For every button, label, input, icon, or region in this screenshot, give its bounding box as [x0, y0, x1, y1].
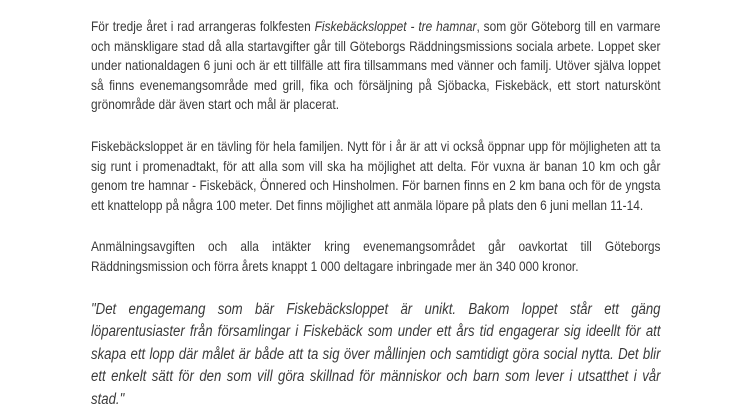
paragraph-intro: [91, 17, 661, 115]
text-run: Fiskebäcksloppet är en tävling för hela familjen. Nytt för i år är att vi också öppnar upp för möjligheten att ta sig runt i promenadtakt, för att alla som vill ska ha möjlighet att delta. För vuxna är banan 10 km och går genom tre hamnar - Fiskebäck, Önnered och Hinsholmen. För barnen finns en 2 km bana och för de yngsta ett knattelopp på några 100 meter. Det finns möjlighet att anmäla löpare på plats den 6 juni mellan 11-14.: [91, 137, 661, 213]
paragraph-race-details: [91, 137, 661, 215]
text-run: , som gör Göteborg till en varmare och mänskligare stad då alla startavgifter går till Göteborgs Räddningsmissions sociala arbete. Loppet sker under nationaldagen 6 juni och är ett tillfälle att fira tillsammans med vänner och familj. Utöver själva loppet så finns evenemangsområde med grill, fika och försäljning på Sjöbacka, Fiskebäck, ett stort naturskönt grönområde där även start och mål är placerat.: [91, 18, 661, 113]
quote-text-run: "Det engagemang som bär Fiskebäcksloppet är unikt. Bakom loppet står ett gäng löparentusiaster från församlingar i Fiskebäck som under ett års tid engagerar sig ideellt för att skapa ett lopp där målet är både att ta sig över mållinjen och samtidigt göra social nytta. Det blir ett enkelt sätt för den som vill göra skillnad för människor och barn som lever i utsatthet i vår stad.": [91, 300, 661, 408]
event-name-italic-run: Fiskebäcksloppet - tre hamnar: [314, 18, 477, 34]
quote-paragraph: [91, 299, 661, 412]
paragraph-donations: [91, 237, 661, 276]
text-run: Anmälningsavgiften och alla intäkter kring evenemangsområdet går oavkortat till Göteborgs Räddningsmission och förra årets knappt 1 000 deltagare inbringade mer än 340 000 kronor.: [91, 238, 661, 274]
text-content: [91, 17, 661, 412]
text-run: För tredje året i rad arrangeras folkfesten: [91, 18, 315, 34]
